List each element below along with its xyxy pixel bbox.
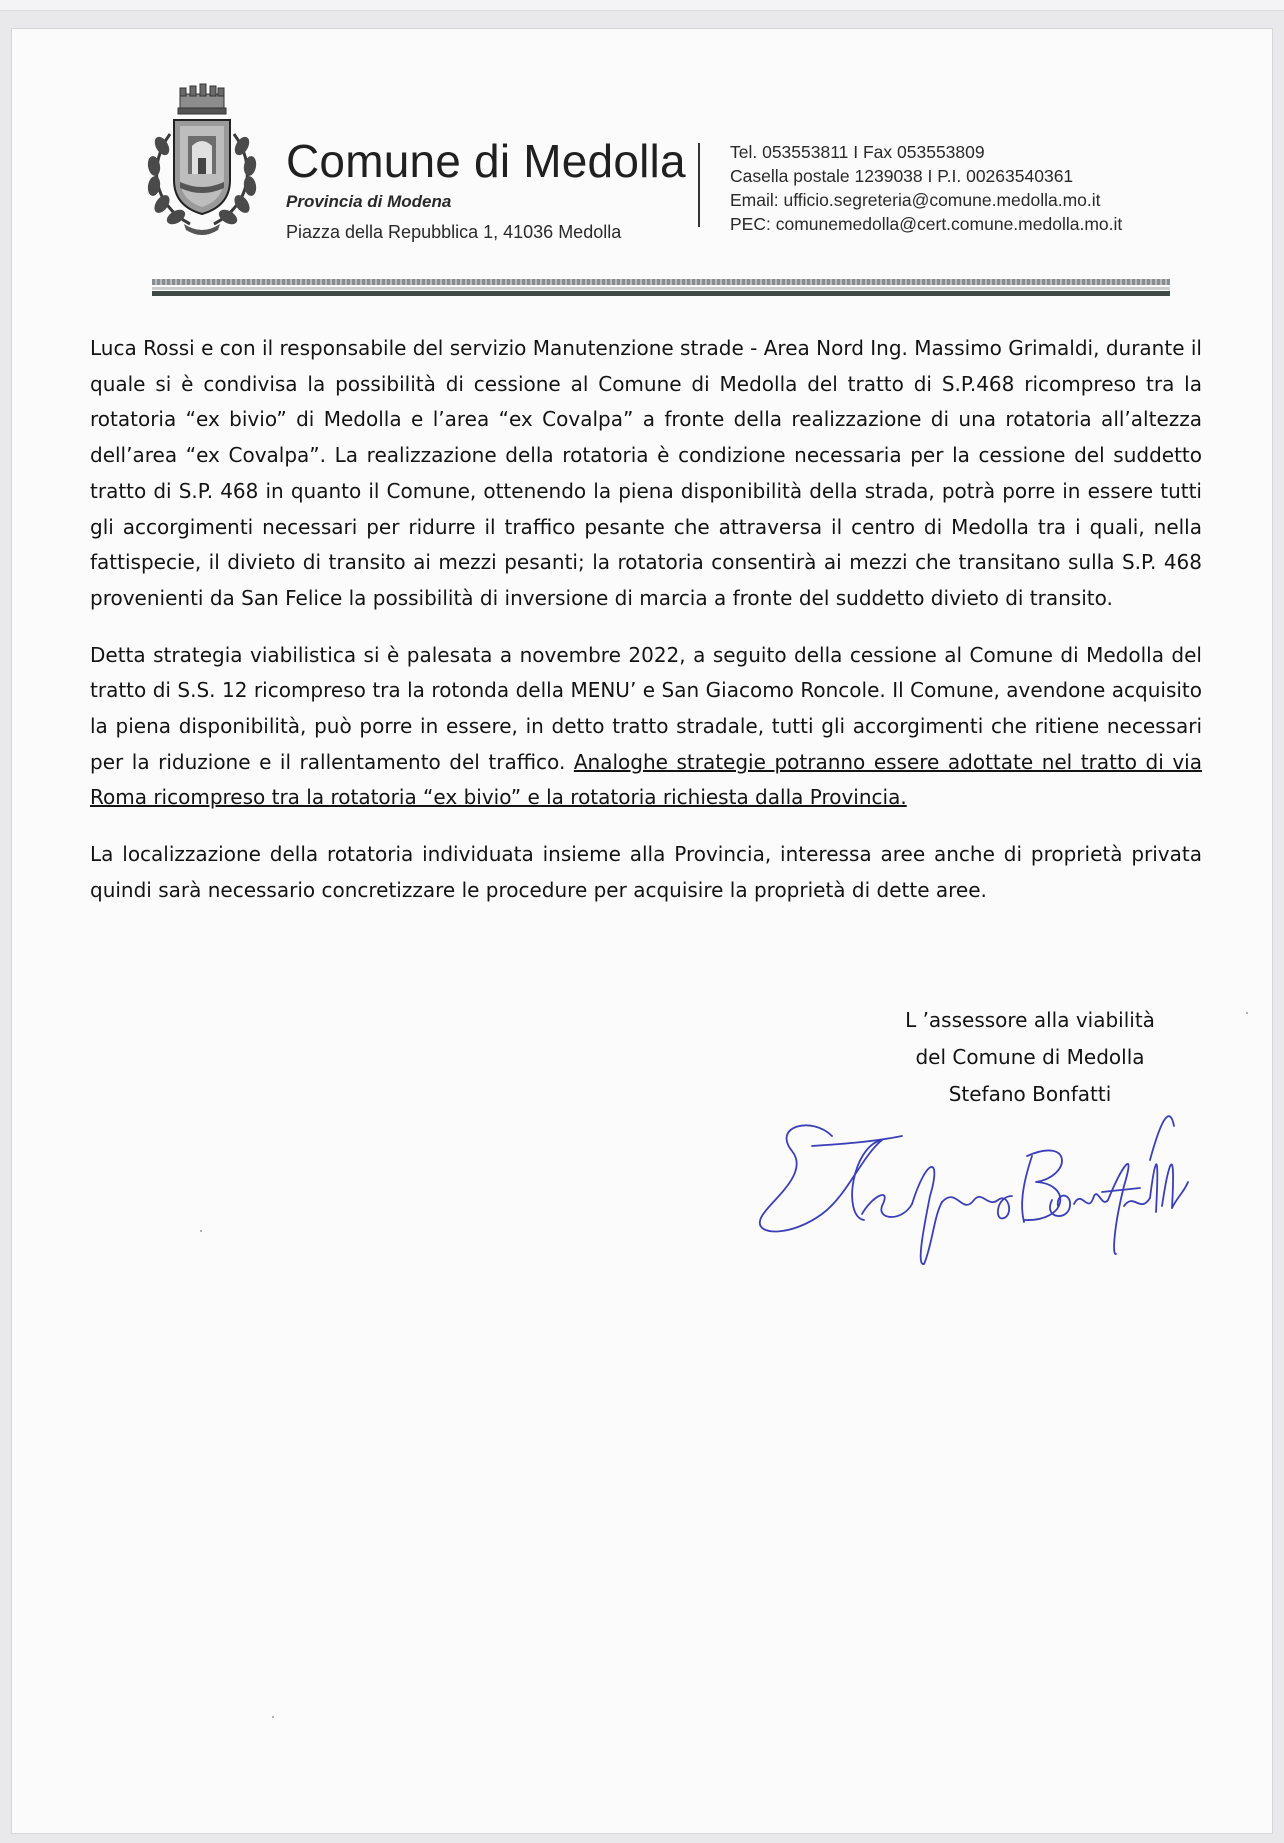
- paragraph-1: Luca Rossi e con il responsabile del servizio Manutenzione strade - Area Nord Ing. Massimo Grimaldi, durante il quale si è condivisa la possibilità di cessione al Comune di Medolla del tratto di S.P.468 ricompreso tra la rotatoria “ex bivio” di Medolla e l’area “ex Covalpa” a fronte della realizzazione di una rotatoria all’altezza dell’area “ex Covalpa”. La realizzazione della rotatoria è condizione necessaria per la cessione del suddetto tratto di S.P. 468 in quanto il Comune, ottenendo la piena disponibilità della strada, potrà porre in essere tutti gli accorgimenti necessari per ridurre il traffico pesante che attraversa il centro di Medolla tra i quali, nella fattispecie, il divieto di transito ai mezzi pesanti; la rotatoria consentirà ai mezzi che transitano sulla S.P. 468 provenienti da San Felice la possibilità di inversione di marcia a fronte del suddetto divieto di transito.: [90, 336, 1202, 610]
- letter-body: [90, 331, 1202, 930]
- municipality-title: Comune di Medolla: [286, 135, 686, 187]
- pec-address: PEC: comunemedolla@cert.comune.medolla.mo.it: [730, 214, 1123, 234]
- coat-of-arms-icon: [140, 74, 264, 244]
- signer-role: L ’assessore alla viabilità: [905, 1008, 1155, 1032]
- signer-office: del Comune di Medolla: [915, 1045, 1145, 1069]
- postal-box-vat: Casella postale 1239038 I P.I. 00263540361: [730, 166, 1074, 186]
- paragraph-2-text: Detta strategia viabilistica si è palesata a novembre 2022, a seguito della cessione al Comune di Medolla del tratto di S.S. 12 ricompreso tra la rotonda della MENU’ e San Giacomo Roncole. Il Comune, avendone acquisito la piena disponibilità, può porre in essere, in detto tratto stradale, tutti gli accorgimenti che ritiene necessari per la riduzione e il rallentamento del traffico.: [90, 642, 1202, 774]
- header-rule: [152, 279, 1170, 299]
- signer-name: Stefano Bonfatti: [948, 1082, 1112, 1106]
- municipality-header: [286, 135, 686, 243]
- paragraph-3: La localizzazione della rotatoria individuata insieme alla Provincia, interessa aree anche di proprietà privata quindi sarà necessario concretizzare le procedure per acquisire la proprietà di dette aree.: [90, 842, 1202, 902]
- paper-speck: [200, 1230, 202, 1232]
- province-name: Provincia di Modena: [286, 192, 452, 211]
- paragraph-2-underlined: Analoghe strategie potranno essere adottate nel tratto di via Roma ricompreso tra la rotatoria “ex bivio” e la rotatoria richiesta dalla Provincia.: [90, 749, 1202, 810]
- paragraph-2: [90, 638, 1202, 817]
- handwritten-signature: [752, 1096, 1192, 1266]
- paper-speck: [272, 1716, 274, 1718]
- top-edge: [0, 0, 1284, 11]
- paper-speck: [1246, 1012, 1248, 1014]
- email-address: Email: ufficio.segreteria@comune.medolla.mo.it: [730, 190, 1101, 210]
- header-divider: [698, 143, 700, 227]
- municipality-address: Piazza della Repubblica 1, 41036 Medolla: [286, 222, 622, 242]
- contact-block: [730, 140, 1122, 236]
- phone-fax: Tel. 053553811 I Fax 053553809: [730, 142, 985, 162]
